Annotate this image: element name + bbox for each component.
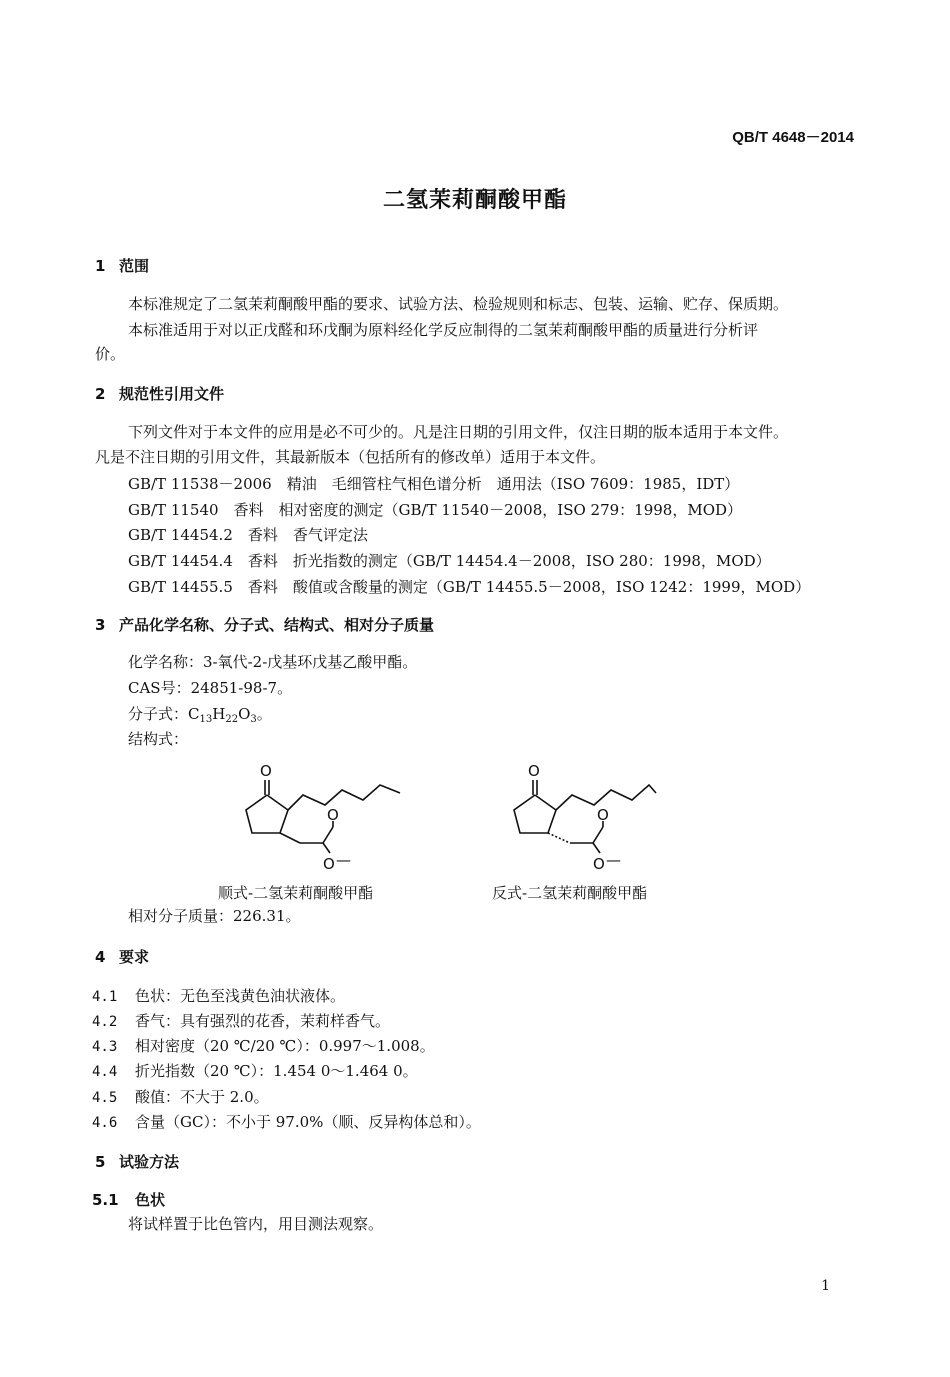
cyclopentane-ring [514,795,556,833]
ester-oxygen-label: O [597,806,609,824]
reference-item: GB/T 11538－2006 精油 毛细管柱气相色谱分析 通用法（ISO 7609：1985，IDT） [128,475,740,493]
formula-carbon-count: 13 [199,714,213,725]
section-2-heading [95,383,224,404]
requirement-text: 色状：无色至浅黄色油状液体。 [135,987,346,1005]
document-title: 二氢茉莉酮酸甲酯 [382,188,567,213]
ketone-oxygen-label: O [260,762,272,780]
section-1-para-2-line-2: 价。 [95,345,126,363]
ether-oxygen-label: O [323,855,335,873]
section-5-heading [95,1151,179,1172]
wedge-bond [280,833,300,843]
section-title: 试验方法 [119,1153,180,1171]
requirement-item [92,1060,418,1081]
requirement-item [92,985,345,1006]
requirement-text: 含量（GC）：不小于 97.0%（顺、反异构体总和）。 [135,1113,481,1131]
section-number: 5 [95,1153,106,1171]
cas-number: CAS号：24851-98-7。 [128,679,293,697]
requirement-number: 4.1 [92,989,118,1005]
section-4-heading [95,946,149,967]
requirement-number: 4.4 [92,1064,118,1080]
ketone-oxygen-label: O [528,762,540,780]
requirement-text: 折光指数（20 ℃）：1.454 0～1.464 0。 [135,1062,418,1080]
cis-structure-diagram [230,755,410,880]
methyl-bond: — [336,851,351,869]
reference-item: GB/T 14455.5 香料 酸值或含酸量的测定（GB/T 14455.5－2008，ISO 1242：1999，MOD） [128,578,811,596]
section-number: 2 [95,385,106,403]
formula-hydrogen-count: 22 [225,714,239,725]
requirement-number: 4.6 [92,1115,118,1131]
section-title: 产品化学名称、分子式、结构式、相对分子质量 [119,616,435,634]
ester-single-bond [323,843,330,853]
methyl-bond: — [606,851,621,869]
formula-hydrogen: H [212,705,226,723]
section-1-heading [95,255,149,276]
trans-structure-diagram [500,755,680,880]
molecular-formula [128,704,272,730]
requirement-item [92,1086,269,1107]
formula-oxygen-count: 3 [250,714,257,725]
section-number: 3 [95,616,106,634]
requirement-text: 香气：具有强烈的花香，茉莉样香气。 [135,1012,391,1030]
requirement-text: 酸值：不大于 2.0。 [135,1088,269,1106]
subsection-5-1-para: 将试样置于比色管内，用目测法观察。 [128,1215,384,1233]
standard-number: QB/T 4648－2014 [732,129,854,146]
acetate-chain [570,827,603,843]
ester-single-bond [593,843,600,853]
chemical-name: 化学名称：3-氧代-2-戊基环戊基乙酸甲酯。 [128,653,418,671]
section-2-para-line-2: 凡是不注日期的引用文件，其最新版本（包括所有的修改单）适用于本文件。 [95,448,606,466]
cyclopentane-ring [246,795,288,833]
subsection-title: 色状 [135,1191,166,1209]
reference-item: GB/T 14454.2 香料 香气评定法 [128,526,368,544]
requirement-item [92,1010,390,1031]
acetate-chain [300,827,333,843]
page-number: 1 [821,1278,830,1294]
reference-item: GB/T 11540 香料 相对密度的测定（GB/T 11540－2008，ISO 279：1998，MOD） [128,501,743,519]
requirement-number: 4.3 [92,1039,118,1055]
hashed-bond [548,833,570,843]
subsection-number: 5.1 [92,1191,119,1209]
cis-caption: 顺式-二氢茉莉酮酸甲酯 [218,884,374,902]
structure-label: 结构式： [128,730,189,748]
ester-oxygen-label: O [327,806,339,824]
trans-caption: 反式-二氢茉莉酮酸甲酯 [492,884,648,902]
section-1-para-1: 本标准规定了二氢茉莉酮酸甲酯的要求、试验方法、检验规则和标志、包装、运输、贮存、保质期。 [128,295,789,313]
requirement-text: 相对密度（20 ℃/20 ℃）：0.997～1.008。 [135,1037,435,1055]
section-2-para-line-1: 下列文件对于本文件的应用是必不可少的。凡是注日期的引用文件，仅注日期的版本适用于本文件。 [128,423,789,441]
requirement-item [92,1035,435,1056]
formula-oxygen: O [238,705,251,723]
subsection-5-1-heading [92,1189,165,1210]
formula-end: 。 [256,705,272,723]
pentyl-chain [288,785,400,810]
section-3-heading [95,614,434,635]
formula-label: 分子式： [128,705,189,723]
requirement-item [92,1111,481,1132]
section-number: 4 [95,948,106,966]
requirement-number: 4.2 [92,1014,118,1030]
section-title: 规范性引用文件 [119,385,225,403]
ether-oxygen-label: O [593,855,605,873]
requirement-number: 4.5 [92,1090,118,1106]
section-number: 1 [95,257,106,275]
section-title: 要求 [119,948,150,966]
section-title: 范围 [119,257,150,275]
reference-item: GB/T 14454.4 香料 折光指数的测定（GB/T 14454.4－2008，ISO 280：1998，MOD） [128,552,771,570]
molecular-weight: 相对分子质量：226.31。 [128,907,301,925]
section-1-para-2-line-1: 本标准适用于对以正戊醛和环戊酮为原料经化学反应制得的二氢茉莉酮酸甲酯的质量进行分析评 [128,321,759,339]
formula-carbon: C [188,705,200,723]
